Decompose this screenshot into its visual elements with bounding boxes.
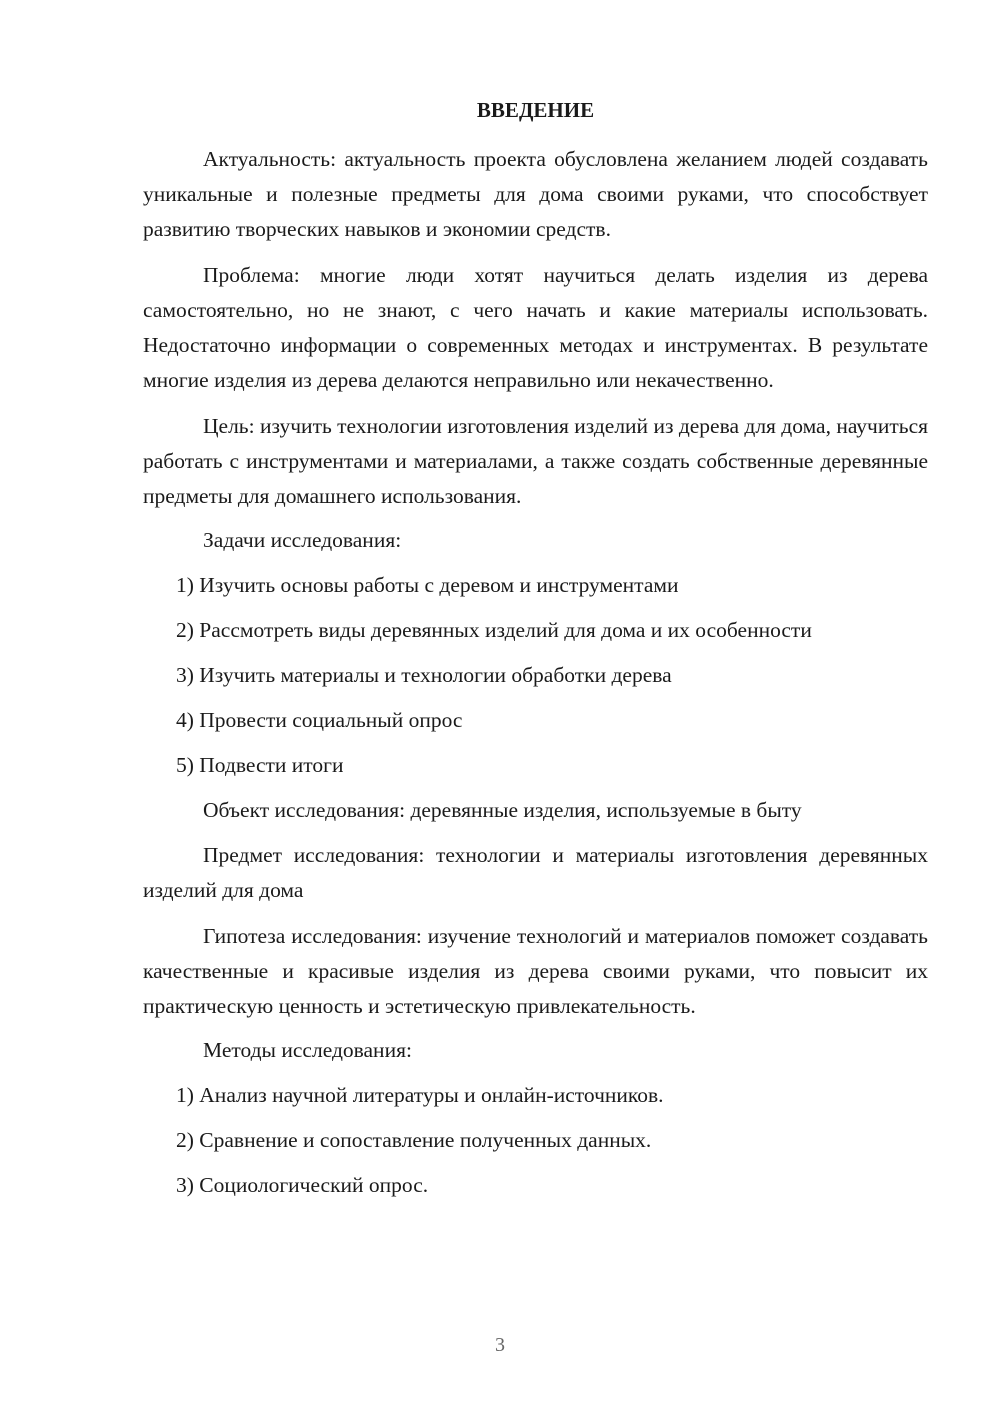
section-heading: ВВЕДЕНИЕ [476, 98, 595, 122]
task-item: 1) Изучить основы работы с деревом и инструментами [176, 573, 679, 597]
method-item: 2) Сравнение и сопоставление полученных данных. [176, 1128, 652, 1152]
page-number: 3 [495, 1334, 505, 1356]
methods-list [143, 1078, 928, 1203]
tasks-label: Задачи исследования: [203, 528, 402, 552]
task-item: 3) Изучить материалы и технологии обработки дерева [176, 663, 672, 687]
methods-label: Методы исследования: [203, 1038, 412, 1062]
goal-paragraph: Цель: изучить технологии изготовления изделий из дерева для дома, научиться работать с инструментами и материалами, а также создать собственные деревянные предметы для домашнего использования. [143, 414, 928, 508]
hypothesis-paragraph: Гипотеза исследования: изучение технологий и материалов поможет создавать качественные и красивые изделия из дерева своими руками, что повысит их практическую ценность и эстетическую привлекательность. [143, 924, 928, 1018]
tasks-list [143, 568, 928, 783]
problem-paragraph: Проблема: многие люди хотят научиться делать изделия из дерева самостоятельно, но не знают, с чего начать и какие материалы использовать. Недостаточно информации о современных методах и инструментах. В результате многие изделия из дерева делаются неправильно или некачественно. [143, 263, 928, 392]
task-item: 5) Подвести итоги [176, 753, 344, 777]
task-item: 2) Рассмотреть виды деревянных изделий для дома и их особенности [176, 618, 812, 642]
method-item: 1) Анализ научной литературы и онлайн-источников. [176, 1083, 664, 1107]
task-item: 4) Провести социальный опрос [176, 708, 463, 732]
relevance-paragraph: Актуальность: актуальность проекта обусловлена желанием людей создавать уникальные и полезные предметы для дома своими руками, что способствует развитию творческих навыков и экономии средств. [143, 147, 928, 241]
subject-paragraph: Предмет исследования: технологии и материалы изготовления деревянных изделий для дома [143, 843, 928, 902]
document-page [143, 96, 928, 1213]
object-line: Объект исследования: деревянные изделия, используемые в быту [203, 798, 802, 822]
method-item: 3) Социологический опрос. [176, 1173, 429, 1197]
